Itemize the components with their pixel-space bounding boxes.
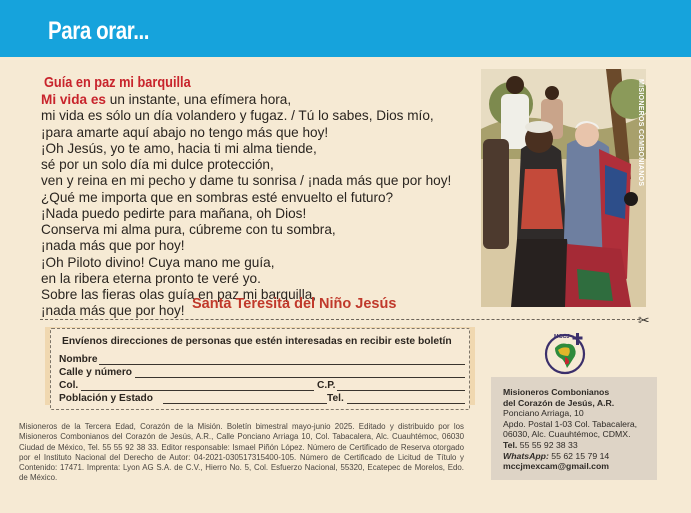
poem-lead: Mi vida es [41, 92, 106, 107]
whatsapp-line [503, 451, 637, 462]
whatsapp-number: 55 62 15 79 14 [548, 450, 610, 461]
cp-line[interactable] [337, 390, 465, 391]
poem-line: ¿Qué me importa que en sombras esté envuelto el futuro? [41, 189, 394, 205]
svg-text:MCCJ: MCCJ [554, 334, 570, 340]
poem-line: ¡Oh Jesús, yo te amo, hacia ti mi alma tiende, [41, 140, 317, 156]
org-name-line2: del Corazón de Jesús, A.R. [503, 397, 615, 408]
address-line3: 06030, Alc. Cuauhtémoc, CDMX. [503, 429, 631, 440]
tel-label: Tel. [327, 393, 344, 404]
poem-first-line: un instante, una efímera hora, [105, 92, 292, 107]
nombre-line[interactable] [99, 364, 465, 365]
page-title: Para orar... [48, 17, 150, 45]
col-field[interactable] [59, 380, 469, 392]
form-heading: Envíenos direcciones de personas que estén interesadas en recibir este boletín [62, 336, 452, 347]
poblacion-field[interactable] [59, 393, 469, 405]
phone-number: 55 55 92 38 33 [517, 439, 578, 450]
org-name-line1: Misioneros Combonianos [503, 387, 610, 397]
poem-line: ¡para amarte aquí abajo no tengo más que hoy! [41, 124, 329, 140]
photo-illustration [481, 69, 646, 307]
scissors-icon: ✂ [638, 312, 650, 328]
address-line2: Apdo. Postal 1-03 Col. Tabacalera, [503, 418, 638, 429]
phone-label: Tel. [503, 439, 518, 450]
publication-info: Misioneros de la Tercera Edad, Corazón de la Misión. Boletín bimestral mayo-junio 2025. Editado y distribuido por los Misioneros Combonianos del Corazón de Jesús, A.R., Calle Ponciano Arriaga 10, Col. Tabacalera, Alc. Cuauhtémoc, 06030 Ciudad de México, Tel. 55 55 92 38 33. Editor responsable: Ismael Piñón López. Número de Certificado de Reserva otorgado por el Instituto Nacional del Derecho de Autor: 04-2021-030517315400-105. Número de Certificado de Licitud de Título y Contenido: 17471. Imprenta: Lyon AG S.A. de C.V., Hierro No. 5, Col. Esfuerzo Nacional, 55320, Ecatepec de Morelos, Edo. de México. [19, 422, 464, 483]
poem-line: ¡Nada puedo pedirte para mañana, oh Dios! [41, 205, 307, 221]
header-bar [0, 0, 691, 57]
poem-line: mi vida es sólo un día volandero y fugaz. / Tú lo sabes, Dios mío, [41, 108, 434, 124]
address-line1: Ponciano Arriaga, 10 [503, 408, 584, 419]
poem-line: Conserva mi alma pura, cúbreme con tu sombra, [41, 222, 336, 237]
poblacion-line[interactable] [163, 403, 327, 404]
poem-line: ¡nada más que por hoy! [41, 303, 185, 319]
poem-line: sé por un solo día mi dulce protección, [41, 157, 274, 172]
missionaries-photo [481, 69, 646, 307]
poem-line: ven y reina en mi pecho y dame tu sonrisa / ¡nada más que por hoy! [41, 173, 452, 189]
poem-line: ¡nada más que por hoy! [41, 238, 185, 254]
cut-line [40, 319, 640, 320]
phone-line [503, 440, 637, 451]
photo-credit: MISIONEROS COMBONIANOS [637, 79, 644, 187]
col-label: Col. [59, 380, 79, 391]
poem-line: Sobre las fieras olas guía en paz mi barquilla, [41, 287, 317, 302]
calle-field[interactable] [59, 367, 469, 379]
nombre-field[interactable] [59, 354, 469, 366]
poem-author: Santa Teresita del Niño Jesús [192, 296, 397, 312]
poem-body [41, 92, 481, 320]
whatsapp-label: WhatsApp: [503, 450, 549, 461]
nombre-label: Nombre [59, 354, 98, 365]
africa-cross-logo-icon [543, 330, 589, 376]
poem-heading: Guía en paz mi barquilla [44, 74, 191, 91]
cp-label: C.P. [317, 380, 336, 391]
tel-line[interactable] [347, 403, 465, 404]
poblacion-label: Población y Estado [59, 393, 153, 404]
contact-details [503, 387, 637, 472]
col-line[interactable] [81, 390, 314, 391]
calle-line[interactable] [135, 377, 465, 378]
poem-line: en la ribera eterna pronto te veré yo. [41, 270, 261, 286]
email-link[interactable]: mccjmexcam@gmail.com [503, 461, 610, 472]
poem-line [41, 92, 481, 108]
poem-line: ¡Oh Piloto divino! Cuya mano me guía, [41, 254, 275, 270]
calle-label: Calle y número [59, 367, 133, 378]
